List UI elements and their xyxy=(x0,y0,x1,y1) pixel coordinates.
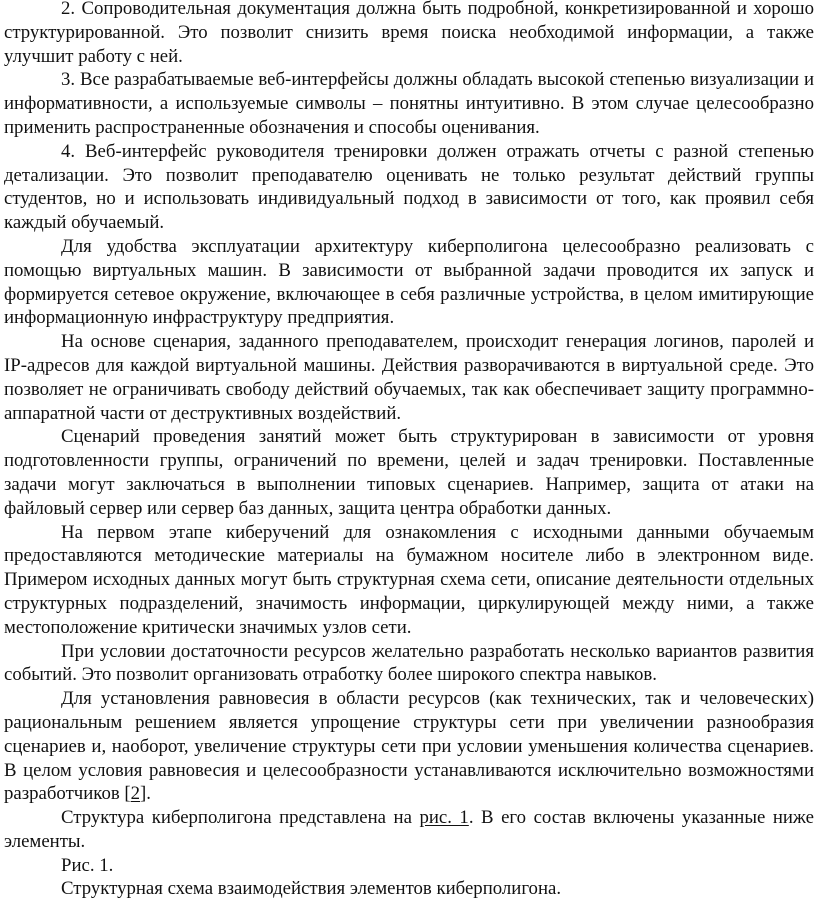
figure-caption: Структурная схема взаимодействия элементов киберполигона. xyxy=(61,878,562,900)
figure-label: Рис. 1. xyxy=(61,854,114,876)
paragraph-requirement-3: 3. Все разрабатываемые веб-интерфейсы должны обладать высокой степенью визуализации и информативности, а используемые символы – понятны интуитивно. В этом случае целесообразно применить распространенные обозначения и способы оценивания. xyxy=(4,69,814,138)
paragraph-first-stage: На первом этапе киберучений для ознакомления с исходными данными обучаемым предоставляются методические материалы на бумажном носителе либо в электронном виде. Примером исходных данных могут быть структурная схема сети, описание деятельности отдельных структурных подразделений, значимость информации, циркулирующей между ними, а также местоположение критически значимых узлов сети. xyxy=(4,521,814,638)
paragraph-equilibrium xyxy=(4,687,814,806)
paragraph-figure-reference-tail: . В его состав включены указанные ниже элементы. xyxy=(4,807,814,852)
paragraph-figure-reference xyxy=(4,806,814,854)
paragraph-scenario-generation: На основе сценария, заданного преподавателем, происходит генерация логинов, паролей и IP-адресов для каждой виртуальной машины. Действия разворачиваются в виртуальной среде. Это позволяет не ограничивать свободу действий обучаемых, так как обеспечивает защиту программно-аппаратной части от деструктивных воздействий. xyxy=(4,331,814,424)
paragraph-resources: При условии достаточности ресурсов желательно разработать несколько вариантов развития событий. Это позволит организовать отработку более широкого спектра навыков. xyxy=(4,640,814,686)
paragraph-equilibrium-tail: ]. xyxy=(140,783,151,805)
paragraph-requirement-4: 4. Веб-интерфейс руководителя тренировки должен отражать отчеты с разной степенью детализации. Это позволит преподавателю оценивать не только результат действий группы студентов, но и использовать индивидуальный подход в зависимости от того, как проявил себя каждый обучаемый. xyxy=(4,140,814,234)
figure-link[interactable]: рис. 1 xyxy=(419,807,469,829)
paragraph-requirement-2: 2. Сопроводительная документация должна быть подробной, конкретизированной и хорошо структурированной. Это позволит снизить время поиска необходимой информации, а также улучшит работу с ней. xyxy=(4,0,814,67)
paragraph-equilibrium-text: Для установления равновесия в области ресурсов (как технических, так и человеческих) рациональным решением является упрощение структуры сети при увеличении разнообразия сценариев и, наоборот, увеличение структуры сети при условии уменьшения количества сценариев. В целом условия равновесия и целесообразности устанавливаются исключительно возможностями разработчиков [ xyxy=(4,688,814,805)
reference-link[interactable]: 2 xyxy=(130,783,141,805)
paragraph-figure-reference-text: Структура киберполигона представлена на xyxy=(61,807,420,829)
paragraph-virtual-machines: Для удобства эксплуатации архитектуру киберполигона целесообразно реализовать с помощью виртуальных машин. В зависимости от выбранной задачи проводится их запуск и формируется сетевое окружение, включающее в себя различные устройства, в целом имитирующие информационную инфраструктуру предприятия. xyxy=(4,235,814,329)
paragraph-scenario-structure: Сценарий проведения занятий может быть структурирован в зависимости от уровня подготовленности группы, ограничений по времени, целей и задач тренировки. Поставленные задачи могут заключаться в выполнении типовых сценариев. Например, защита от атаки на файловый сервер или сервер баз данных, защита центра обработки данных. xyxy=(4,426,814,519)
